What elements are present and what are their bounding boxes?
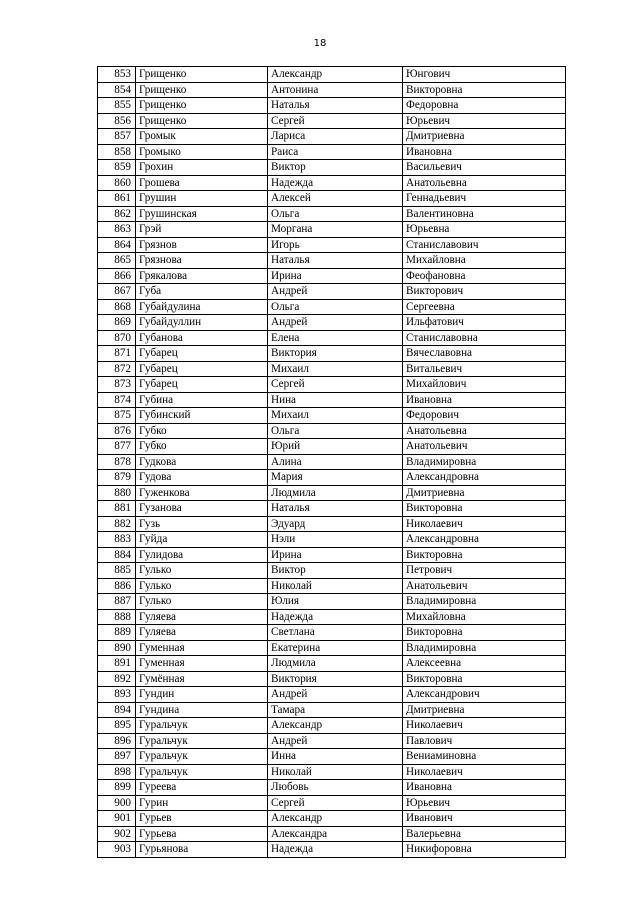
table-row	[98, 795, 566, 811]
last-name-cell: Губайдулина	[136, 299, 268, 315]
patronymic-cell: Ильфатович	[403, 315, 566, 331]
table-row	[98, 764, 566, 780]
first-name-cell: Андрей	[268, 687, 403, 703]
patronymic-cell: Михайлович	[403, 377, 566, 393]
row-number-cell: 865	[98, 253, 136, 269]
table-row	[98, 98, 566, 114]
last-name-cell: Грязнова	[136, 253, 268, 269]
last-name-cell: Гуляева	[136, 609, 268, 625]
last-name-cell: Гундин	[136, 687, 268, 703]
last-name-cell: Грищенко	[136, 67, 268, 83]
table-row	[98, 625, 566, 641]
first-name-cell: Моргана	[268, 222, 403, 238]
patronymic-cell: Анатольевич	[403, 578, 566, 594]
last-name-cell: Гузанова	[136, 501, 268, 517]
row-number-cell: 898	[98, 764, 136, 780]
row-number-cell: 892	[98, 671, 136, 687]
first-name-cell: Ольга	[268, 423, 403, 439]
last-name-cell: Гуреева	[136, 780, 268, 796]
row-number-cell: 894	[98, 702, 136, 718]
last-name-cell: Гуральчук	[136, 733, 268, 749]
first-name-cell: Виктор	[268, 563, 403, 579]
first-name-cell: Любовь	[268, 780, 403, 796]
row-number-cell: 868	[98, 299, 136, 315]
table-row	[98, 609, 566, 625]
last-name-cell: Гуральчук	[136, 749, 268, 765]
first-name-cell: Наталья	[268, 501, 403, 517]
row-number-cell: 880	[98, 485, 136, 501]
first-name-cell: Лариса	[268, 129, 403, 145]
first-name-cell: Нина	[268, 392, 403, 408]
patronymic-cell: Михайловна	[403, 609, 566, 625]
table-row	[98, 392, 566, 408]
table-row	[98, 547, 566, 563]
row-number-cell: 856	[98, 113, 136, 129]
row-number-cell: 887	[98, 594, 136, 610]
first-name-cell: Николай	[268, 764, 403, 780]
patronymic-cell: Петрович	[403, 563, 566, 579]
table-row	[98, 175, 566, 191]
row-number-cell: 854	[98, 82, 136, 98]
row-number-cell: 866	[98, 268, 136, 284]
table-row	[98, 408, 566, 424]
last-name-cell: Губарец	[136, 346, 268, 362]
table-row	[98, 67, 566, 83]
last-name-cell: Грязнов	[136, 237, 268, 253]
last-name-cell: Губанова	[136, 330, 268, 346]
names-table-body	[98, 67, 566, 858]
patronymic-cell: Алексеевна	[403, 656, 566, 672]
row-number-cell: 860	[98, 175, 136, 191]
first-name-cell: Юрий	[268, 439, 403, 455]
patronymic-cell: Станиславович	[403, 237, 566, 253]
last-name-cell: Губарец	[136, 377, 268, 393]
first-name-cell: Алина	[268, 454, 403, 470]
last-name-cell: Гудова	[136, 470, 268, 486]
row-number-cell: 899	[98, 780, 136, 796]
patronymic-cell: Феофановна	[403, 268, 566, 284]
patronymic-cell: Викторовна	[403, 671, 566, 687]
table-row	[98, 501, 566, 517]
table-row	[98, 361, 566, 377]
patronymic-cell: Владимировна	[403, 594, 566, 610]
first-name-cell: Екатерина	[268, 640, 403, 656]
row-number-cell: 886	[98, 578, 136, 594]
patronymic-cell: Дмитриевна	[403, 129, 566, 145]
first-name-cell: Михаил	[268, 408, 403, 424]
table-row	[98, 640, 566, 656]
first-name-cell: Нэли	[268, 532, 403, 548]
patronymic-cell: Юрьевич	[403, 795, 566, 811]
table-row	[98, 842, 566, 858]
table-row	[98, 671, 566, 687]
row-number-cell: 882	[98, 516, 136, 532]
patronymic-cell: Николаевич	[403, 718, 566, 734]
patronymic-cell: Викторовна	[403, 625, 566, 641]
patronymic-cell: Геннадьевич	[403, 191, 566, 207]
patronymic-cell: Александрович	[403, 687, 566, 703]
table-row	[98, 129, 566, 145]
first-name-cell: Светлана	[268, 625, 403, 641]
first-name-cell: Александра	[268, 826, 403, 842]
row-number-cell: 874	[98, 392, 136, 408]
row-number-cell: 881	[98, 501, 136, 517]
row-number-cell: 901	[98, 811, 136, 827]
row-number-cell: 861	[98, 191, 136, 207]
row-number-cell: 890	[98, 640, 136, 656]
table-row	[98, 733, 566, 749]
first-name-cell: Инна	[268, 749, 403, 765]
row-number-cell: 875	[98, 408, 136, 424]
last-name-cell: Гуменная	[136, 656, 268, 672]
row-number-cell: 878	[98, 454, 136, 470]
first-name-cell: Андрей	[268, 733, 403, 749]
table-row	[98, 532, 566, 548]
last-name-cell: Гурьянова	[136, 842, 268, 858]
row-number-cell: 857	[98, 129, 136, 145]
last-name-cell: Гуральчук	[136, 764, 268, 780]
patronymic-cell: Юрьевна	[403, 222, 566, 238]
patronymic-cell: Викторович	[403, 284, 566, 300]
first-name-cell: Людмила	[268, 656, 403, 672]
patronymic-cell: Иванович	[403, 811, 566, 827]
first-name-cell: Алексей	[268, 191, 403, 207]
table-row	[98, 439, 566, 455]
table-row	[98, 144, 566, 160]
row-number-cell: 888	[98, 609, 136, 625]
table-row	[98, 718, 566, 734]
last-name-cell: Гуляева	[136, 625, 268, 641]
patronymic-cell: Сергеевна	[403, 299, 566, 315]
last-name-cell: Грэй	[136, 222, 268, 238]
last-name-cell: Грищенко	[136, 82, 268, 98]
first-name-cell: Андрей	[268, 315, 403, 331]
first-name-cell: Тамара	[268, 702, 403, 718]
first-name-cell: Антонина	[268, 82, 403, 98]
first-name-cell: Эдуард	[268, 516, 403, 532]
first-name-cell: Мария	[268, 470, 403, 486]
table-row	[98, 82, 566, 98]
first-name-cell: Наталья	[268, 253, 403, 269]
patronymic-cell: Федорович	[403, 408, 566, 424]
first-name-cell: Александр	[268, 811, 403, 827]
row-number-cell: 869	[98, 315, 136, 331]
last-name-cell: Губайдуллин	[136, 315, 268, 331]
first-name-cell: Юлия	[268, 594, 403, 610]
first-name-cell: Людмила	[268, 485, 403, 501]
last-name-cell: Громыко	[136, 144, 268, 160]
last-name-cell: Губарец	[136, 361, 268, 377]
row-number-cell: 884	[98, 547, 136, 563]
row-number-cell: 864	[98, 237, 136, 253]
last-name-cell: Гуженкова	[136, 485, 268, 501]
row-number-cell: 872	[98, 361, 136, 377]
table-row	[98, 811, 566, 827]
first-name-cell: Виктор	[268, 160, 403, 176]
table-row	[98, 485, 566, 501]
patronymic-cell: Васильевич	[403, 160, 566, 176]
patronymic-cell: Викторовна	[403, 501, 566, 517]
last-name-cell: Гулько	[136, 578, 268, 594]
row-number-cell: 863	[98, 222, 136, 238]
first-name-cell: Надежда	[268, 609, 403, 625]
patronymic-cell: Ивановна	[403, 144, 566, 160]
table-row	[98, 749, 566, 765]
first-name-cell: Ирина	[268, 547, 403, 563]
patronymic-cell: Вячеславовна	[403, 346, 566, 362]
table-row	[98, 826, 566, 842]
first-name-cell: Ольга	[268, 299, 403, 315]
table-row	[98, 253, 566, 269]
last-name-cell: Гурин	[136, 795, 268, 811]
table-row	[98, 377, 566, 393]
row-number-cell: 885	[98, 563, 136, 579]
first-name-cell: Александр	[268, 718, 403, 734]
row-number-cell: 870	[98, 330, 136, 346]
table-row	[98, 516, 566, 532]
first-name-cell: Сергей	[268, 795, 403, 811]
row-number-cell: 902	[98, 826, 136, 842]
first-name-cell: Александр	[268, 67, 403, 83]
row-number-cell: 855	[98, 98, 136, 114]
patronymic-cell: Федоровна	[403, 98, 566, 114]
last-name-cell: Грушин	[136, 191, 268, 207]
last-name-cell: Грищенко	[136, 113, 268, 129]
row-number-cell: 897	[98, 749, 136, 765]
first-name-cell: Сергей	[268, 377, 403, 393]
last-name-cell: Гурьев	[136, 811, 268, 827]
table-row	[98, 268, 566, 284]
last-name-cell: Губа	[136, 284, 268, 300]
row-number-cell: 853	[98, 67, 136, 83]
patronymic-cell: Викторовна	[403, 82, 566, 98]
table-row	[98, 594, 566, 610]
first-name-cell: Ирина	[268, 268, 403, 284]
row-number-cell: 895	[98, 718, 136, 734]
patronymic-cell: Юнгович	[403, 67, 566, 83]
patronymic-cell: Александровна	[403, 532, 566, 548]
row-number-cell: 862	[98, 206, 136, 222]
first-name-cell: Ольга	[268, 206, 403, 222]
patronymic-cell: Юрьевич	[403, 113, 566, 129]
patronymic-cell: Ивановна	[403, 780, 566, 796]
patronymic-cell: Валерьевна	[403, 826, 566, 842]
patronymic-cell: Владимировна	[403, 454, 566, 470]
last-name-cell: Гуйда	[136, 532, 268, 548]
last-name-cell: Грякалова	[136, 268, 268, 284]
first-name-cell: Николай	[268, 578, 403, 594]
table-row	[98, 237, 566, 253]
page-number: 18	[313, 38, 327, 49]
row-number-cell: 876	[98, 423, 136, 439]
table-row	[98, 160, 566, 176]
patronymic-cell: Станиславовна	[403, 330, 566, 346]
table-row	[98, 702, 566, 718]
last-name-cell: Гулидова	[136, 547, 268, 563]
row-number-cell: 900	[98, 795, 136, 811]
first-name-cell: Игорь	[268, 237, 403, 253]
row-number-cell: 877	[98, 439, 136, 455]
last-name-cell: Гурьева	[136, 826, 268, 842]
patronymic-cell: Николаевич	[403, 516, 566, 532]
table-row	[98, 299, 566, 315]
table-row	[98, 330, 566, 346]
patronymic-cell: Дмитриевна	[403, 485, 566, 501]
patronymic-cell: Анатольевна	[403, 423, 566, 439]
patronymic-cell: Павлович	[403, 733, 566, 749]
row-number-cell: 893	[98, 687, 136, 703]
first-name-cell: Раиса	[268, 144, 403, 160]
table-row	[98, 423, 566, 439]
table-row	[98, 222, 566, 238]
last-name-cell: Гудкова	[136, 454, 268, 470]
last-name-cell: Гумённая	[136, 671, 268, 687]
patronymic-cell: Анатольевна	[403, 175, 566, 191]
last-name-cell: Гулько	[136, 563, 268, 579]
last-name-cell: Гуменная	[136, 640, 268, 656]
patronymic-cell: Михайловна	[403, 253, 566, 269]
row-number-cell: 879	[98, 470, 136, 486]
first-name-cell: Виктория	[268, 671, 403, 687]
row-number-cell: 871	[98, 346, 136, 362]
first-name-cell: Наталья	[268, 98, 403, 114]
last-name-cell: Гуральчук	[136, 718, 268, 734]
last-name-cell: Гузь	[136, 516, 268, 532]
table-row	[98, 191, 566, 207]
first-name-cell: Елена	[268, 330, 403, 346]
row-number-cell: 873	[98, 377, 136, 393]
last-name-cell: Гундина	[136, 702, 268, 718]
table-row	[98, 563, 566, 579]
first-name-cell: Михаил	[268, 361, 403, 377]
row-number-cell: 891	[98, 656, 136, 672]
last-name-cell: Грищенко	[136, 98, 268, 114]
patronymic-cell: Александровна	[403, 470, 566, 486]
last-name-cell: Губинский	[136, 408, 268, 424]
patronymic-cell: Ивановна	[403, 392, 566, 408]
patronymic-cell: Вениаминовна	[403, 749, 566, 765]
last-name-cell: Громык	[136, 129, 268, 145]
table-row	[98, 454, 566, 470]
first-name-cell: Надежда	[268, 175, 403, 191]
table-row	[98, 656, 566, 672]
last-name-cell: Губко	[136, 439, 268, 455]
table-row	[98, 687, 566, 703]
last-name-cell: Грошева	[136, 175, 268, 191]
last-name-cell: Губина	[136, 392, 268, 408]
table-row	[98, 578, 566, 594]
row-number-cell: 889	[98, 625, 136, 641]
table-row	[98, 315, 566, 331]
first-name-cell: Виктория	[268, 346, 403, 362]
names-table	[97, 66, 566, 858]
table-row	[98, 206, 566, 222]
first-name-cell: Надежда	[268, 842, 403, 858]
row-number-cell: 858	[98, 144, 136, 160]
last-name-cell: Губко	[136, 423, 268, 439]
table-row	[98, 284, 566, 300]
table-row	[98, 470, 566, 486]
patronymic-cell: Владимировна	[403, 640, 566, 656]
last-name-cell: Грохин	[136, 160, 268, 176]
last-name-cell: Гулько	[136, 594, 268, 610]
first-name-cell: Сергей	[268, 113, 403, 129]
table-row	[98, 346, 566, 362]
table-row	[98, 113, 566, 129]
row-number-cell: 867	[98, 284, 136, 300]
row-number-cell: 883	[98, 532, 136, 548]
first-name-cell: Андрей	[268, 284, 403, 300]
last-name-cell: Грушинская	[136, 206, 268, 222]
row-number-cell: 896	[98, 733, 136, 749]
patronymic-cell: Никифоровна	[403, 842, 566, 858]
patronymic-cell: Витальевич	[403, 361, 566, 377]
row-number-cell: 859	[98, 160, 136, 176]
patronymic-cell: Анатольевич	[403, 439, 566, 455]
patronymic-cell: Николаевич	[403, 764, 566, 780]
row-number-cell: 903	[98, 842, 136, 858]
patronymic-cell: Валентиновна	[403, 206, 566, 222]
table-row	[98, 780, 566, 796]
patronymic-cell: Дмитриевна	[403, 702, 566, 718]
patronymic-cell: Викторовна	[403, 547, 566, 563]
